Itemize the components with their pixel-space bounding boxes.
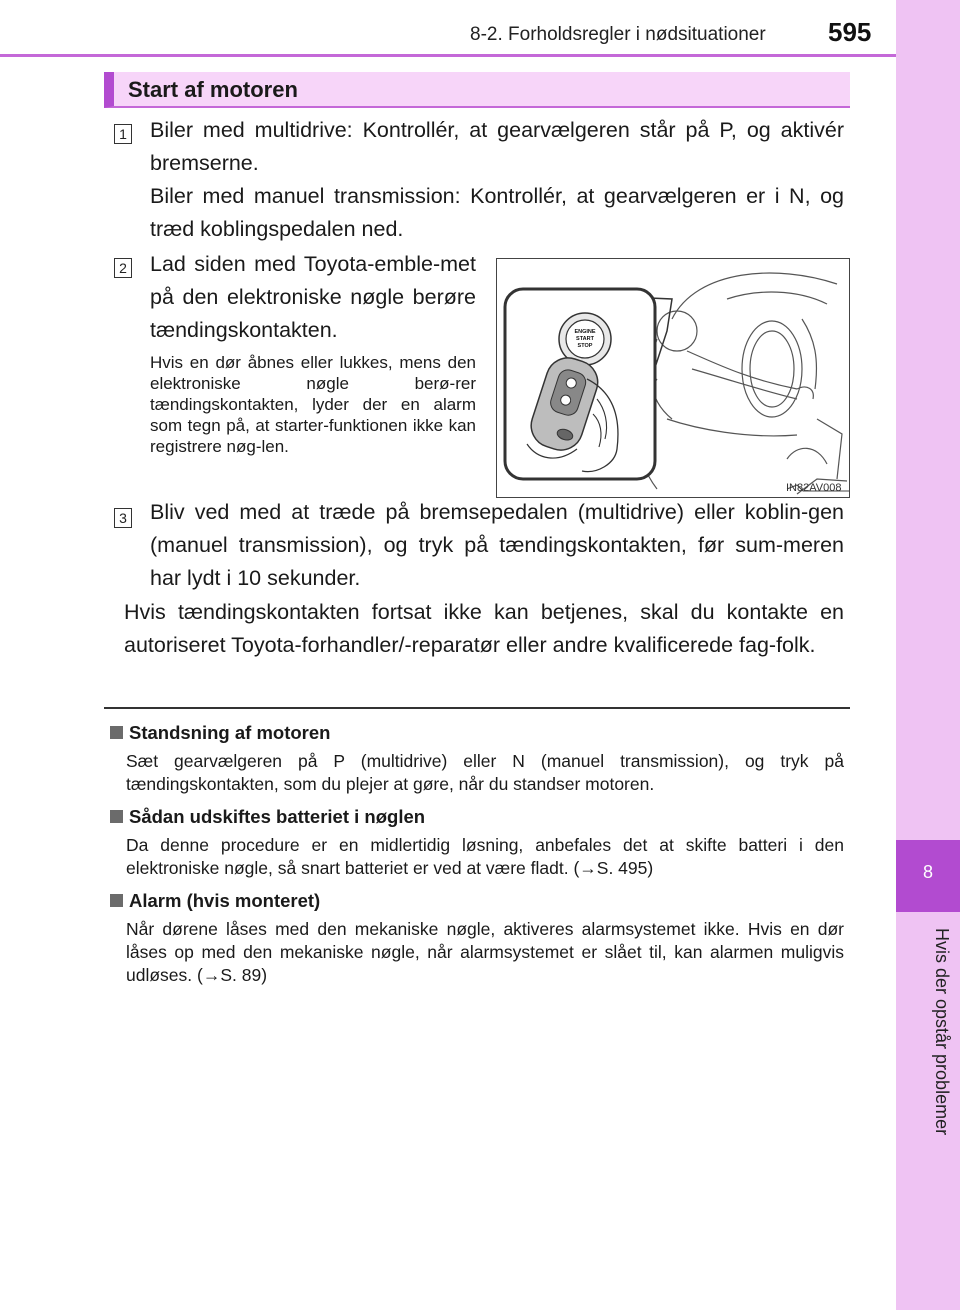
note-body-alarm: Når dørene låses med den mekaniske nøgle, aktiveres alarmsystemet ikke. Hvis en dør låses op med den mekaniske nøgle, når alarmsystemet er slået til, kan alarmen muligvis udløses. (→S. 89) xyxy=(126,919,844,985)
note-body-battery: Da denne procedure er en midlertidig løsning, anbefales det at skifte batteri i den elektroniske nøgle, så snart batteriet er ved at være fladt. (→S. 495) xyxy=(126,835,844,878)
square-bullet-icon xyxy=(110,726,123,739)
step-2-text: Lad siden med Toyota-emble-met på den elektroniske nøgle berøre tændingskontakten. xyxy=(150,252,476,342)
section-heading xyxy=(104,72,850,108)
driver-with-key-drawing xyxy=(497,259,850,498)
note-heading-text: Alarm (hvis monteret) xyxy=(129,890,321,911)
note-body-stop-engine: Sæt gearvælgeren på P (multidrive) eller N (manuel transmission), og tryk på tændingskontakten, som du plejer at gøre, når du standser motoren. xyxy=(126,751,844,794)
header-divider xyxy=(0,54,896,57)
note-heading-alarm xyxy=(110,890,320,912)
notes-divider xyxy=(104,707,850,709)
step-number-2: 2 xyxy=(114,258,132,278)
engine-start-stop-label-3: STOP xyxy=(577,343,593,349)
after-steps-text: Hvis tændingskontakten fortsat ikke kan betjenes, skal du kontakte en autoriseret Toyota-forhandler/-reparatør eller andre kvalificerede fag-folk. xyxy=(124,600,844,657)
step-3-text: Bliv ved med at træde på bremsepedalen (multidrive) eller koblin-gen (manuel transmission), og tryk på tændingskontakten, før sum-meren har lydt i 10 sekunder. xyxy=(150,500,844,590)
step-2-note: Hvis en dør åbnes eller lukkes, mens den elektroniske nøgle berø-rer tændingskontakten, lyder der en alarm som tegn på, at starter-funktionen ikke kan registrere nøg-len. xyxy=(150,353,476,456)
note-heading-text: Standsning af motoren xyxy=(129,722,331,743)
engine-start-stop-label-2: START xyxy=(576,336,594,342)
engine-start-stop-label-1: ENGINE xyxy=(574,329,596,335)
note-heading-stop-engine xyxy=(110,722,330,744)
illustration-key-to-start-button xyxy=(496,258,850,498)
note-heading-battery xyxy=(110,806,425,828)
step-1-text: Biler med multidrive: Kontrollér, at gearvælgeren står på P, og aktivér bremserne. xyxy=(150,118,844,175)
step-number-1: 1 xyxy=(114,124,132,144)
square-bullet-icon xyxy=(110,894,123,907)
chapter-number-tab[interactable]: 8 xyxy=(896,840,960,912)
square-bullet-icon xyxy=(110,810,123,823)
step-number-3: 3 xyxy=(114,508,132,528)
section-heading-text: Start af motoren xyxy=(128,77,298,102)
step-1-manual-text: Biler med manuel transmission: Kontrollér, at gearvælgeren er i N, og træd koblingspedalen ned. xyxy=(150,184,844,241)
page-number: 595 xyxy=(828,17,872,47)
section-breadcrumb: 8-2. Forholdsregler i nødsituationer xyxy=(470,24,766,45)
chapter-title-vertical: Hvis der opstår problemer xyxy=(932,928,952,1136)
note-heading-text: Sådan udskiftes batteriet i nøglen xyxy=(129,806,426,827)
figure-code: IN82AV008 xyxy=(786,482,842,494)
